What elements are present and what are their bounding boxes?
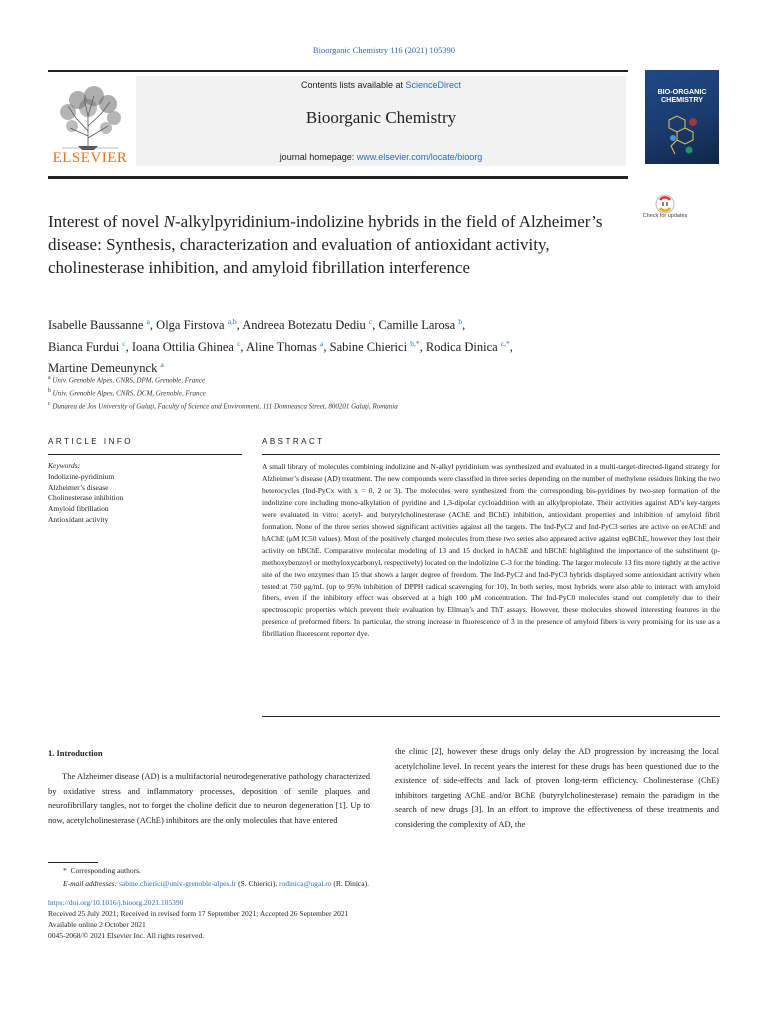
author-name[interactable]: Ioana Ottilia Ghinea (131, 339, 234, 354)
affiliation-line (48, 386, 708, 399)
author-affiliation-mark[interactable]: b,* (410, 338, 420, 348)
check-for-updates-label[interactable]: Check for updates (642, 213, 688, 219)
article-title (48, 210, 608, 279)
keyword-item: Amyloid fibrillation (48, 504, 109, 514)
author-name[interactable]: Sabine Chierici (329, 339, 408, 354)
keywords-block (48, 434, 242, 526)
author-affiliation-mark[interactable]: b (458, 317, 463, 326)
publisher-name: ELSEVIER (52, 150, 128, 166)
title-italic-n: N (163, 212, 175, 231)
sciencedirect-link[interactable]: ScienceDirect (405, 80, 462, 90)
author-name[interactable]: Martine Demeunynck (48, 361, 158, 376)
title-part-1: Interest of novel (48, 212, 164, 231)
email-addresses-note (48, 878, 708, 891)
author-name[interactable]: Bianca Furdui (48, 339, 120, 354)
affiliation-mark: a (48, 375, 51, 381)
journal-cover-image[interactable] (645, 70, 719, 164)
check-for-updates-icon[interactable] (648, 194, 682, 228)
author-affiliation-mark[interactable]: a (320, 338, 324, 348)
keyword-item: Alzheimer’s disease (48, 482, 109, 492)
author-affiliation-mark[interactable]: c (368, 317, 373, 326)
publication-info (48, 897, 708, 941)
keyword-item: Indolizine-pyridinium (48, 471, 115, 481)
journal-homepage-link[interactable]: www.elsevier.com/locate/bioorg (356, 152, 483, 162)
author-name[interactable]: Camille Larosa (378, 318, 456, 333)
abstract-bottom-rule (262, 716, 720, 717)
author-name[interactable]: Andreea Botezatu Dediu (242, 318, 366, 333)
affiliation-text: Dunarea de Jos University of Galați, Faculty of Science and Environment, 111 Domneasca Street, 800201 Galați, Romania (50, 401, 398, 410)
available-online: Available online 2 October 2021 (48, 920, 146, 929)
author-name[interactable]: Rodica Dinica (425, 339, 498, 354)
keywords-list (48, 472, 242, 526)
homepage-line (136, 152, 626, 162)
affiliations (48, 373, 708, 411)
author-name[interactable]: Aline Thomas (245, 339, 317, 354)
contents-prefix: Contents lists available at (300, 80, 406, 90)
copyright: 0045-2068/© 2021 Elsevier Inc. All rights reserved. (48, 931, 205, 940)
cover-title-line-2: CHEMISTRY (660, 95, 704, 104)
affiliation-line (48, 399, 708, 412)
keywords-label: Keywords: (48, 461, 81, 470)
article-info-heading: ARTICLE INFO (48, 437, 133, 446)
abstract-text: A small library of molecules combining indolizine and N-alkyl pyridinium was synthesized and evaluated in a multi-target-directed-ligand strategy for Alzheimer’s disease (AD) treatment. The new compounds were classified in three series depending on the number of methylene residues linking the two heterocycles (Ind-PyCx with x = 0, 2 or 3). The molecules were synthesized from the corresponding bis-pyridines by two-step formation of the indolizine core including mono-alkylation of pyridine and 1,3-dipolar cycloaddition with an alkylpropiolate. Their activities against AD’s key-targets were evaluated in vitro: acetyl- and butyrylcholinesterase (AChE and BChE) inhibition, antioxidant properties and inhibition of amyloid fibril formation. None of the three series showed significant activities against all the targets. The Ind-PyC2 and Ind-PyC3 series are active on eeAChE and hAChE (μM IC50 values). Most of the positively charged molecules from these two series also appeared active against eqBChE, however they lost their activity on hBChE. Comparative molecular modeling of 13 and 15 docked in hAChE and hBChE highlighted the importance of the substituent (p-methoxybenzoyl or methyloxycarbonyl, respectively) located on the indolizine C-3 for the binding. The larger molecule 13 fits more tightly at the active site of the two enzymes than 15 that shows a larger degree of freedom. The Ind-PyC2 and Ind-PyC3 hybrids displayed some antioxidant activity when tested at 750 μg/mL (up to 95% inhibition of DPPH radical scavenging for 10). In both series, most hybrids were also able to interact with amyloid fibers, even if the inhibitory effect was observed at a high 100 μM concentration. The Ind-PyC0 molecules stand out completely due to their spectroscopic properties which prevent their evaluation by Ellman’s and ThT assays. However, these molecules showed interesting features in the presence of preformed fibers. In particular, the strong increase in fluorescence of 3 in the presence of amyloid fibers is very promising for its use as a fibrillation fluorescent reporter dye. (262, 462, 720, 639)
author-affiliation-mark[interactable]: c (237, 338, 241, 348)
abstract-rule (262, 454, 720, 455)
keyword-item: Cholinesterase inhibition (48, 493, 124, 503)
intro-paragraph-1: The Alzheimer disease (AD) is a multifactorial neurodegenerative pathology characterized by oxidative stress and inflammatory processes, deposition of senile plaques and neurofibrillary tangles, not to forget the choline deficit due to neuron degeneration [1]. Up to now, acetylcholinesterase (AChE) inhibitors are the only molecules that have entered (48, 771, 370, 825)
author-affiliation-mark[interactable]: c (122, 338, 126, 348)
corresponding-mark: * (63, 866, 71, 875)
author-affiliation-mark[interactable]: c,* (500, 338, 510, 348)
author-affiliation-mark[interactable]: a,b (227, 317, 237, 326)
author-affiliation-mark[interactable]: a (146, 317, 150, 326)
cover-molecule-art (663, 110, 703, 158)
cover-title (645, 88, 719, 104)
affiliation-text: Univ. Grenoble Alpes, CNRS, DCM, Grenoble, France (50, 389, 206, 398)
body-column-right (395, 744, 719, 831)
author-list: Isabelle Baussanne $^a$, Olga Firstova $^{a,b}$, Andreea Botezatu Dediu $^c$, Camille Larosa $^b$, Bianca Furdui $^c$, Ioana Ottilia Ghinea $^c$, Aline Thomas $^a$, Sabine Chierici $^{b,*}$, Rodica Dinica $^{c,*}$, Martine Demeunynck $^a$ (48, 317, 513, 376)
author-affiliation-mark[interactable]: a (160, 360, 164, 370)
introduction-heading: 1. Introduction (48, 748, 103, 758)
header-bottom-rule (48, 176, 628, 179)
intro-paragraph-continued: the clinic [2], however these drugs only delay the AD progression by increasing the local acetylcholine level. In recent years the interest for these drugs has been questioned due to the existence of side-effects and lack of proven long-term efficiency. Cholinesterase (ChE) inhibitors targeting AChE and/or BChE (butyrylcholinesterase) remain the paradigm in the search of new drugs [3]. In an effort to improve the effectiveness of these treatments and considering the complexity of AD, the (395, 746, 719, 829)
abstract-heading: ABSTRACT (262, 437, 325, 446)
email-link-dinica[interactable]: rodinica@ugal.ro (278, 878, 332, 888)
affiliation-line (48, 373, 708, 386)
cover-title-line-1: BIO-ORGANIC (657, 87, 707, 96)
email-link-chierici[interactable]: sabine.chierici@univ-grenoble-alpes.fr (118, 878, 237, 888)
received-dates: Received 25 July 2021; Received in revised form 17 September 2021; Accepted 26 September 2021 (48, 909, 349, 918)
email-name-chierici: (S. Chierici), (238, 878, 278, 888)
corresponding-text: Corresponding authors. (70, 866, 141, 875)
footnotes (48, 865, 708, 890)
author-name[interactable]: Isabelle Baussanne (48, 318, 144, 333)
keyword-item: Antioxidant activity (48, 514, 109, 524)
email-name-dinica: (R. Dinica). (333, 878, 369, 888)
email-label: E-mail addresses: (63, 878, 118, 888)
doi-link[interactable]: https://doi.org/10.1016/j.bioorg.2021.105390 (48, 898, 184, 907)
author-name[interactable]: Olga Firstova (156, 318, 225, 333)
title-part-2: -alkylpyridinium-indolizine hybrids in the field of Alzheimer’s disease: Synthesis, characterization and evaluation of antioxidant activity, cholinesterase inhibition, and amyloid fibrillation interference (48, 212, 603, 277)
journal-title: Bioorganic Chemistry (305, 108, 457, 127)
affiliation-mark: b (48, 387, 51, 394)
affiliation-text: Univ. Grenoble Alpes, CNRS, DPM, Grenoble, France (50, 376, 205, 385)
journal-reference[interactable]: Bioorganic Chemistry 116 (2021) 105390 (312, 45, 456, 55)
affiliation-mark: c (48, 400, 51, 407)
homepage-prefix: journal homepage: (279, 152, 357, 162)
corresponding-authors-note (48, 865, 708, 878)
contents-line (136, 80, 626, 90)
footnote-rule (48, 862, 98, 863)
header-top-rule (48, 70, 628, 72)
body-column-left (48, 769, 370, 827)
